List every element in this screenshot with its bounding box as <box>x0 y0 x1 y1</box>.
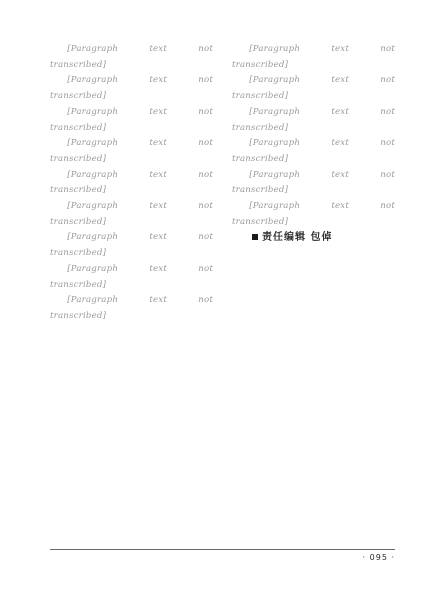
square-bullet-icon <box>252 234 258 240</box>
paragraph: [Paragraph text not transcribed] <box>232 138 395 164</box>
paragraph: [Paragraph text not transcribed] <box>50 232 213 259</box>
paragraph: [Paragraph text not transcribed] <box>50 44 213 70</box>
article-body <box>50 42 395 542</box>
editor-credit-text: 责任编辑 包倬 <box>262 232 333 244</box>
paragraph: [Paragraph text not transcribed] <box>50 138 213 164</box>
paragraph: [Paragraph text not transcribed] <box>232 44 395 70</box>
paragraph: [Paragraph text not transcribed] <box>232 201 395 227</box>
paragraph: [Paragraph text not transcribed] <box>232 169 395 196</box>
article-column-left <box>50 42 213 542</box>
paragraph: [Paragraph text not transcribed] <box>50 295 213 321</box>
paragraph: [Paragraph text not transcribed] <box>50 263 213 290</box>
paragraph: [Paragraph text not transcribed] <box>232 75 395 102</box>
editor-credit <box>232 230 395 246</box>
article-column-right <box>232 42 395 542</box>
paragraph: [Paragraph text not transcribed] <box>50 106 213 133</box>
paragraph: [Paragraph text not transcribed] <box>50 201 213 227</box>
footer-rule <box>50 549 395 550</box>
page-number: · 095 · <box>362 553 395 562</box>
paragraph: [Paragraph text not transcribed] <box>50 75 213 102</box>
paragraph: [Paragraph text not transcribed] <box>50 169 213 196</box>
paragraph: [Paragraph text not transcribed] <box>232 106 395 133</box>
